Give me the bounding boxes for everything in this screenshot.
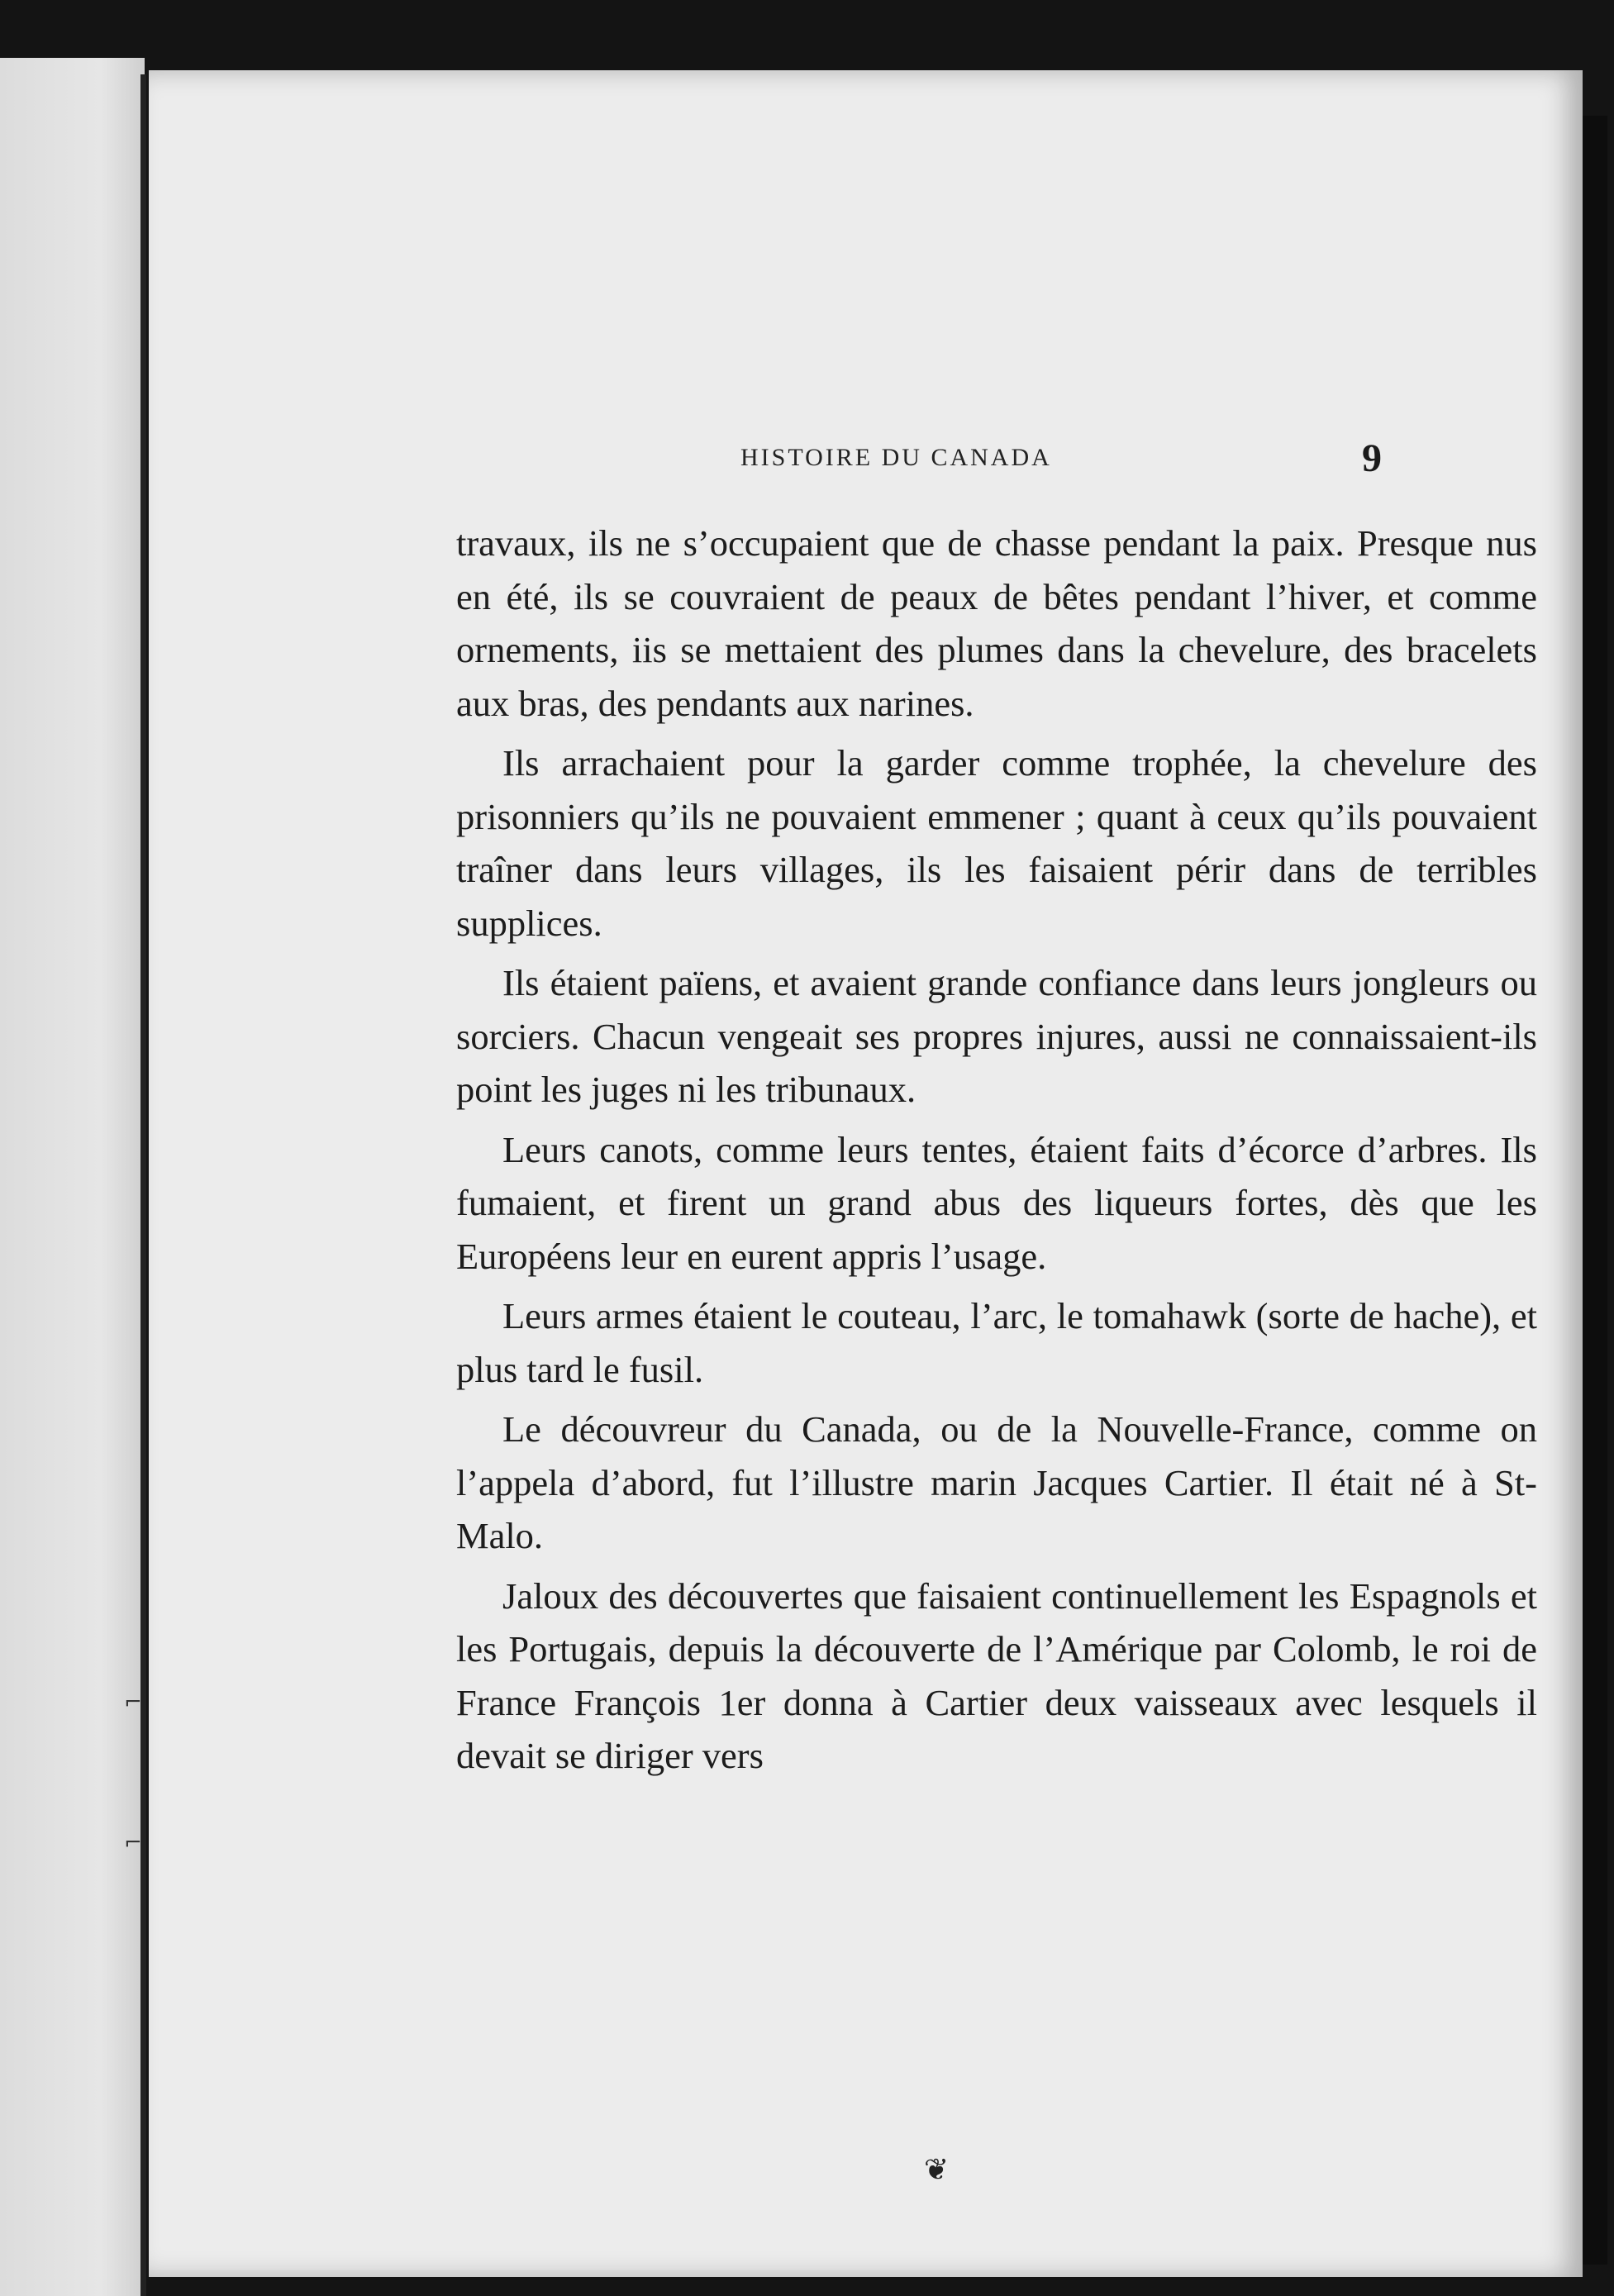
margin-bracket-icon: ⌐ <box>124 1690 142 1715</box>
paragraph: Leurs armes étaient le couteau, l’arc, le tomahawk (sorte de hache), et plus tard le fusil. <box>456 1295 1537 1390</box>
book-page <box>149 70 1583 2277</box>
printer-fleuron-icon: ❦ <box>924 2153 950 2187</box>
book-spine <box>140 74 146 2296</box>
page-edge-shadow <box>1583 116 1607 2265</box>
margin-bracket-icon: ⌐ <box>124 1831 142 1855</box>
paragraph: travaux, ils ne s’occupaient que de chasse pendant la paix. Presque nus en été, ils se couvraient de peaux de bêtes pendant l’hiver, et comme ornements, iis se mettaient des plumes dans la chevelure, des bracelets aux bras, des pendants aux narines. <box>456 522 1537 724</box>
body-text <box>456 517 1537 1789</box>
paragraph: Ils arrachaient pour la garder comme trophée, la chevelure des prisonniers qu’ils ne pouvaient emmener ; quant à ceux qu’ils pouvaient traîner dans leurs villages, ils les faisaient périr dans de terribles supplices. <box>456 742 1537 944</box>
paragraph: Leurs canots, comme leurs tentes, étaient faits d’écorce d’arbres. Ils fumaient, et firent un grand abus des liqueurs fortes, dès que les Européens leur en eurent appris l’usage. <box>456 1128 1537 1277</box>
running-head <box>149 436 1583 493</box>
page-number: 9 <box>1362 436 1382 480</box>
paragraph: Ils étaient païens, et avaient grande confiance dans leurs jongleurs ou sorciers. Chacun vengeait ses propres injures, aussi ne connaissaient-ils point les juges ni les tribunaux. <box>456 962 1537 1110</box>
previous-page-edge <box>0 58 145 2296</box>
paragraph: Jaloux des découvertes que faisaient continuellement les Espagnols et les Portugais, depuis la découverte de l’Amérique par Colomb, le roi de France François 1er donna à Cartier deux vaisseaux avec lesquels il devait se diriger vers <box>456 1574 1537 1776</box>
paragraph: Le découvreur du Canada, ou de la Nouvelle-France, comme on l’appela d’abord, fut l’illustre marin Jacques Cartier. Il était né à St-Malo. <box>456 1408 1537 1556</box>
running-title: HISTOIRE DU CANADA <box>740 444 1052 471</box>
